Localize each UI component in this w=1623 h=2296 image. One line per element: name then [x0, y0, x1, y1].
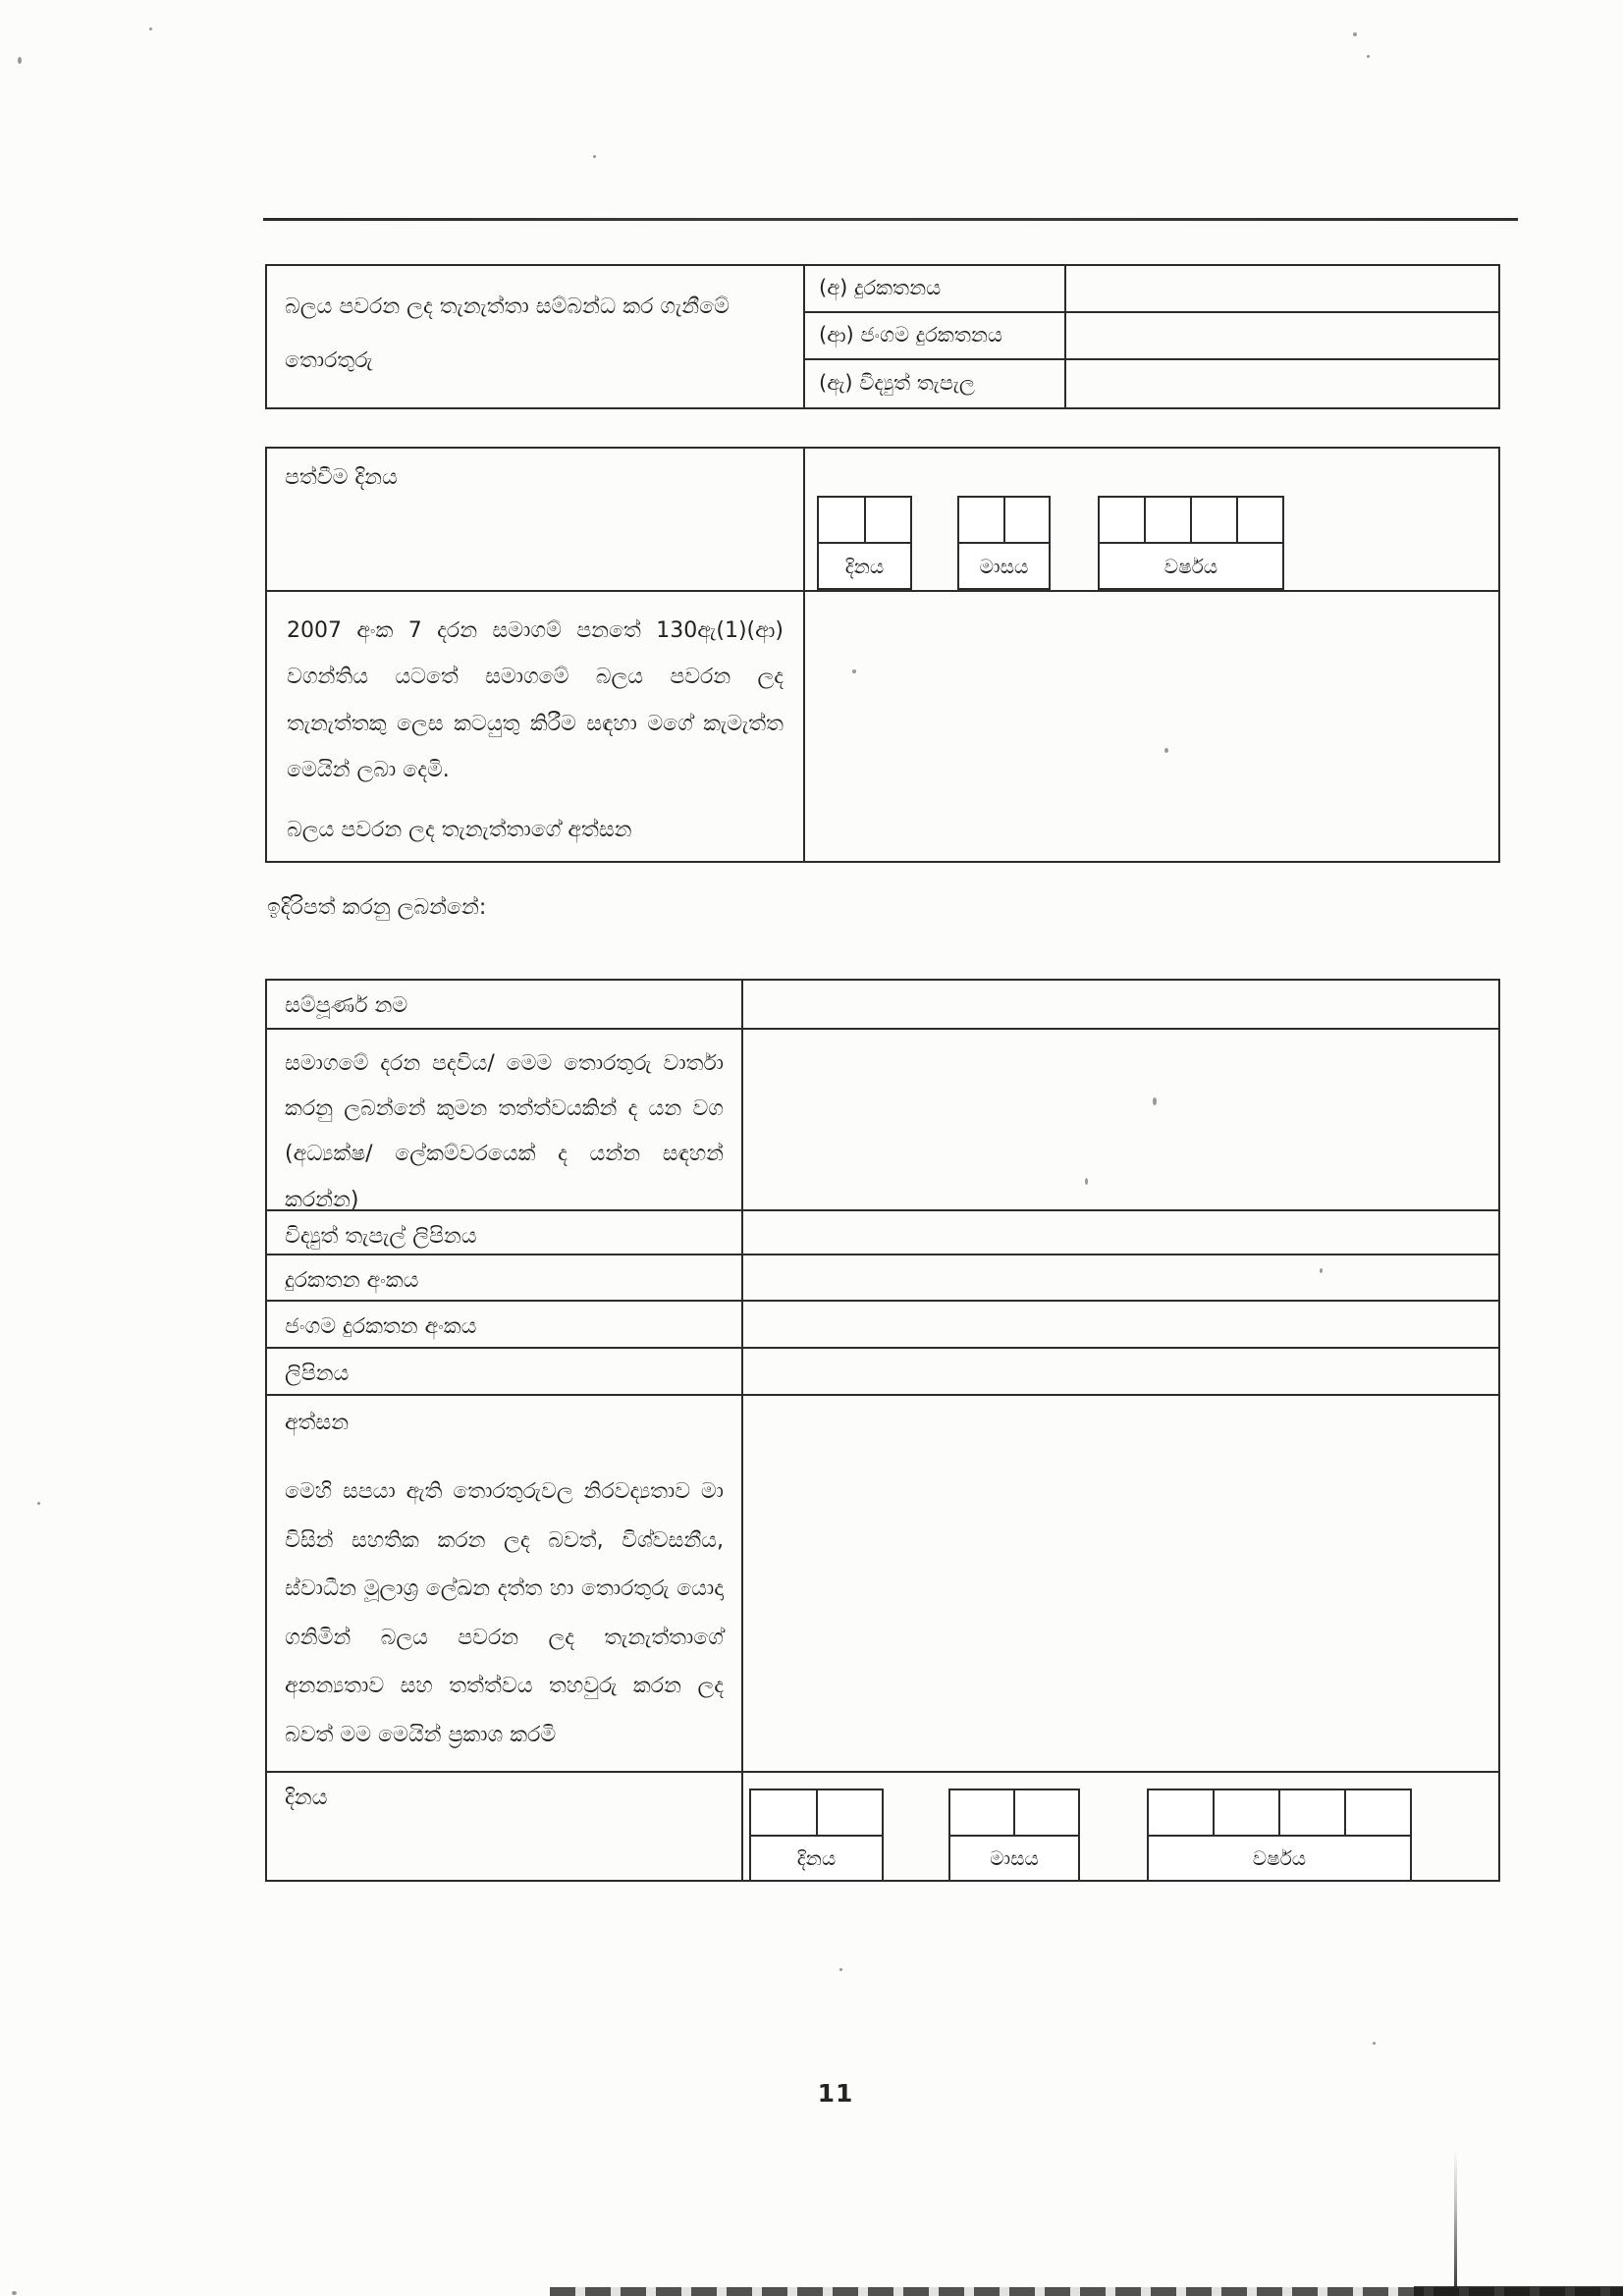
signature-declaration-cell	[267, 1396, 743, 1773]
declaration-text: මෙහි සපයා ඇති තොරතුරුවල නිරවද්‍යතාව මා විසින් සහතික කරන ලද බවත්, විශ්වසනීය, ස්වාධීන මූලාශ්‍ර ලේඛන දත්ත හා තොරතුරු යොදා ගනිමින් බලය පවරන ලද තැනැත්තාගේ අනන්‍යතාව සහ තත්ත්වය තහවුරු කරන ලද බවත් මම මෙයින් ප්‍රකාශ කරමි	[285, 1479, 724, 1747]
month-label: මාසය	[990, 1846, 1039, 1870]
year-digit-cell[interactable]	[1100, 498, 1146, 542]
month-label: මාසය	[979, 554, 1029, 578]
scan-speck	[839, 1968, 842, 1971]
day-box-group	[749, 1789, 884, 1882]
day-box-group	[817, 496, 912, 590]
scan-speck	[1367, 55, 1370, 58]
month-digit-cell[interactable]	[1005, 498, 1050, 542]
email-address-input[interactable]	[743, 1211, 1498, 1255]
year-digit-cell[interactable]	[1192, 498, 1238, 542]
day-label: දිනය	[796, 1846, 837, 1870]
mobile-telephone-label: (ආ) ජංගම දුරකතනය	[805, 313, 1066, 360]
submitted-by-heading: ඉදිරිපත් කරනු ලබන්නේ:	[267, 895, 487, 920]
scan-speck	[18, 57, 22, 64]
consent-statement: 2007 අංක 7 දරන සමාගම් පනතේ 130ඇ(1)(ආ) වගන්තිය යටතේ සමාගමේ බලය පවරන ලද තැනැත්තකු ලෙස කටයුතු කිරීම සඳහා මගේ කැමැත්ත මෙයින් ලබා දෙමි.	[287, 618, 784, 782]
position-label: සමාගමේ දරන පදවිය/ මෙම තොරතුරු වාර්තා කරනු ලබන්නේ කුමන තත්ත්වයකින් ද යන වග (අධ්‍යක්ෂ/ ලේකම්වරයෙක් ද යන්න සඳහන් කරන්න)	[267, 1030, 743, 1211]
authorized-person-signature-label: බලය පවරන ලද තැනැත්තාගේ අත්සන	[287, 817, 632, 842]
full-name-input[interactable]	[743, 981, 1498, 1030]
mobile-number-input[interactable]	[743, 1302, 1498, 1349]
day-digit-cell[interactable]	[818, 1790, 883, 1835]
year-digit-cell[interactable]	[1215, 1790, 1280, 1835]
address-label: ලිපිනය	[267, 1349, 743, 1396]
appointment-date-boxes	[805, 449, 1498, 592]
year-box-group	[1147, 1789, 1412, 1882]
month-box-group	[948, 1789, 1080, 1882]
year-digit-cell[interactable]	[1280, 1790, 1346, 1835]
phone-number-label: දුරකතන අංකය	[267, 1255, 743, 1302]
date-row-label: දිනය	[267, 1773, 743, 1880]
contact-info-row-label: බලය පවරන ලද තැනැත්තා සම්බන්ධ කර ගැනීමේ තොරතුරු	[267, 266, 805, 407]
day-digit-cell[interactable]	[866, 498, 911, 542]
year-digit-cell[interactable]	[1346, 1790, 1410, 1835]
email-input[interactable]	[1066, 360, 1498, 407]
scan-speck	[149, 27, 152, 30]
day-digit-cell[interactable]	[819, 498, 866, 542]
page-number: 11	[817, 2079, 854, 2108]
authorized-person-signature-area[interactable]	[805, 592, 1498, 861]
year-digit-cell[interactable]	[1146, 498, 1192, 542]
appointment-table	[265, 447, 1500, 863]
month-digit-cell[interactable]	[950, 1790, 1015, 1835]
full-name-label: සම්පූර්ණ නම	[267, 981, 743, 1030]
year-digit-cell[interactable]	[1238, 498, 1282, 542]
month-digit-cell[interactable]	[959, 498, 1005, 542]
year-box-group	[1098, 496, 1284, 590]
email-address-label: විද්‍යුත් තැපැල් ලිපිනය	[267, 1211, 743, 1255]
scan-speck	[1373, 2042, 1376, 2045]
phone-number-input[interactable]	[743, 1255, 1498, 1302]
year-digit-cell[interactable]	[1149, 1790, 1215, 1835]
scan-speck	[37, 1502, 40, 1505]
date-row-boxes	[743, 1773, 1498, 1880]
telephone-label: (අ) දුරකතනය	[805, 266, 1066, 313]
address-input[interactable]	[743, 1349, 1498, 1396]
scan-edge-band-dark	[1414, 2286, 1623, 2296]
consent-cell	[267, 592, 805, 861]
scan-vertical-smudge	[1454, 2150, 1457, 2296]
year-label: වර්ෂය	[1163, 554, 1218, 578]
mobile-number-label: ජංගම දුරකතන අංකය	[267, 1302, 743, 1349]
mobile-telephone-input[interactable]	[1066, 313, 1498, 360]
year-label: වර්ෂය	[1252, 1846, 1307, 1870]
signature-label: අත්සන	[285, 1411, 350, 1435]
contact-info-table	[265, 264, 1500, 409]
scan-speck	[12, 2291, 17, 2295]
top-horizontal-rule	[263, 218, 1518, 221]
month-digit-cell[interactable]	[1015, 1790, 1078, 1835]
month-box-group	[957, 496, 1051, 590]
submitter-table	[265, 979, 1500, 1882]
telephone-input[interactable]	[1066, 266, 1498, 313]
day-digit-cell[interactable]	[751, 1790, 818, 1835]
scan-speck	[1353, 32, 1357, 36]
position-input[interactable]	[743, 1030, 1498, 1211]
scan-speck	[593, 155, 596, 158]
day-label: දිනය	[844, 554, 885, 578]
signature-input-area[interactable]	[743, 1396, 1498, 1773]
email-label: (ඇ) විද්‍යුත් තැපැල	[805, 360, 1066, 407]
appointment-date-label: පත්වීම දිනය	[267, 449, 805, 592]
